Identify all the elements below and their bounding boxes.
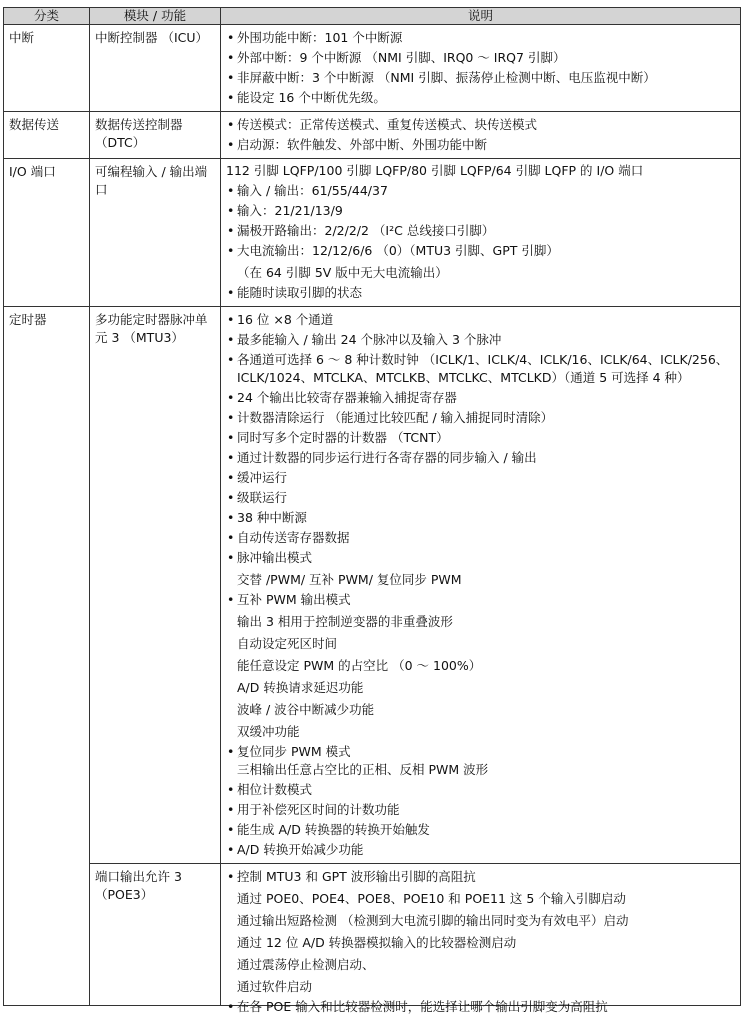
list-item [226,868,735,996]
list-item: • 能设定 16 个中断优先级。 [226,89,735,107]
table-row [4,159,741,307]
list-item: • 同时写多个定时器的计数器 （TCNT） [226,429,735,447]
row-description [221,864,741,1014]
clipped-description [226,868,735,1014]
row-category: 数据传送 [4,112,90,159]
list-item: • 计数器清除运行 （能通过比较匹配 / 输入捕捉同时清除） [226,409,735,427]
list-item: • 自动传送寄存器数据 [226,529,735,547]
spec-table [3,7,741,1014]
row-module: 端口输出允许 3 （POE3） [90,864,221,1006]
list-item [226,743,735,779]
table-row [4,25,741,112]
list-item: • 各通道可选择 6 ～ 8 种计数时钟 （ICLK/1、ICLK/4、ICLK/16、ICLK/64、ICLK/256、ICLK/1024、MTCLKA、MTCLKB、MTCLKC、MTCLKD）（通道 5 可选择 4 种） [226,351,735,387]
list-item [226,591,735,741]
row-module: 多功能定时器脉冲单元 3 （MTU3） [90,307,221,864]
list-item-text: 脉冲输出模式 [237,550,313,565]
list-item-detail: 能任意设定 PWM 的占空比 （0 ～ 100%） [237,658,482,673]
list-item-detail: A/D 转换请求延迟功能 [237,680,364,695]
header-category: 分类 [4,8,90,25]
list-item-detail: 通过软件启动 [237,979,313,994]
list-item: • 输入 / 输出：61/55/44/37 [226,182,735,200]
list-item-detail: 通过输出短路检测 （检测到大电流引脚的输出同时变为有效电平）启动 [237,913,629,928]
row-category: 定时器 [4,307,90,1006]
list-item: • 传送模式：正常传送模式、重复传送模式、块传送模式 [226,116,735,134]
row-category: 中断 [4,25,90,112]
list-item: • 漏极开路输出：2/2/2/2 （I²C 总线接口引脚） [226,222,735,240]
list-item-detail: 通过 12 位 A/D 转换器模拟输入的比较器检测启动 [237,935,517,950]
list-item-text: 互补 PWM 输出模式 [237,592,351,607]
list-item: • 在各 POE 输入和比较器检测时，能选择让哪个输出引脚变为高阻抗 [226,998,735,1016]
list-item-detail: 通过震荡停止检测启动、 [237,957,375,972]
list-item-detail: 交替 /PWM/ 互补 PWM/ 复位同步 PWM [237,572,462,587]
row-module: 可编程输入 / 输出端口 [90,159,221,307]
list-item-text: 控制 MTU3 和 GPT 波形输出引脚的高阻抗 [237,869,476,884]
row-description [221,25,741,112]
table-row [4,864,741,1006]
list-item-detail: 通过 POE0、POE4、POE8、POE10 和 POE11 这 5 个输入引脚启动 [237,891,626,906]
list-item: • 24 个输出比较寄存器兼输入捕捉寄存器 [226,389,735,407]
list-item-detail: 输出 3 相用于控制逆变器的非重叠波形 [237,614,453,629]
list-item: • 能随时读取引脚的状态 [226,284,735,302]
list-item-detail: 双缓冲功能 [237,724,300,739]
table-row [4,307,741,864]
list-item [226,242,735,282]
list-item: • 用于补偿死区时间的计数功能 [226,801,735,819]
list-item: • A/D 转换开始减少功能 [226,841,735,859]
list-item: • 通过计数器的同步运行进行各寄存器的同步输入 / 输出 [226,449,735,467]
row-description [221,307,741,864]
list-item: • 外围功能中断：101 个中断源 [226,29,735,47]
table-row [4,112,741,159]
list-item: • 输入：21/21/13/9 [226,202,735,220]
header-module: 模块 / 功能 [90,8,221,25]
list-item-note: （在 64 引脚 5V 版中无大电流输出） [237,265,448,280]
list-item: • 相位计数模式 [226,781,735,799]
list-item: • 缓冲运行 [226,469,735,487]
row-description [221,112,741,159]
list-item: • 非屏蔽中断：3 个中断源 （NMI 引脚、振荡停止检测中断、电压监视中断） [226,69,735,87]
list-item: • 16 位 ×8 个通道 [226,311,735,329]
row-module: 中断控制器 （ICU） [90,25,221,112]
list-item-detail: 波峰 / 波谷中断减少功能 [237,702,375,717]
table-header-row [4,8,741,25]
row-category: I/O 端口 [4,159,90,307]
list-item-detail: 自动设定死区时间 [237,636,338,651]
list-item: • 外部中断：9 个中断源 （NMI 引脚、IRQ0 ～ IRQ7 引脚） [226,49,735,67]
io-intro: 112 引脚 LQFP/100 引脚 LQFP/80 引脚 LQFP/64 引脚 LQFP 的 I/O 端口 [226,163,644,178]
list-item: • 级联运行 [226,489,735,507]
list-item [226,549,735,589]
row-module: 数据传送控制器 （DTC） [90,112,221,159]
list-item: • 38 种中断源 [226,509,735,527]
list-item: • 能生成 A/D 转换器的转换开始触发 [226,821,735,839]
list-item-text: 大电流输出：12/12/6/6 （0）（MTU3 引脚、GPT 引脚） [237,243,559,258]
row-description [221,159,741,307]
list-item-text: 复位同步 PWM 模式 [237,744,351,759]
list-item: • 启动源：软件触发、外部中断、外围功能中断 [226,136,735,154]
list-item-detail: 三相输出任意占空比的正相、反相 PWM 波形 [237,762,489,777]
header-description: 说明 [221,8,741,25]
list-item: • 最多能输入 / 输出 24 个脉冲以及输入 3 个脉冲 [226,331,735,349]
